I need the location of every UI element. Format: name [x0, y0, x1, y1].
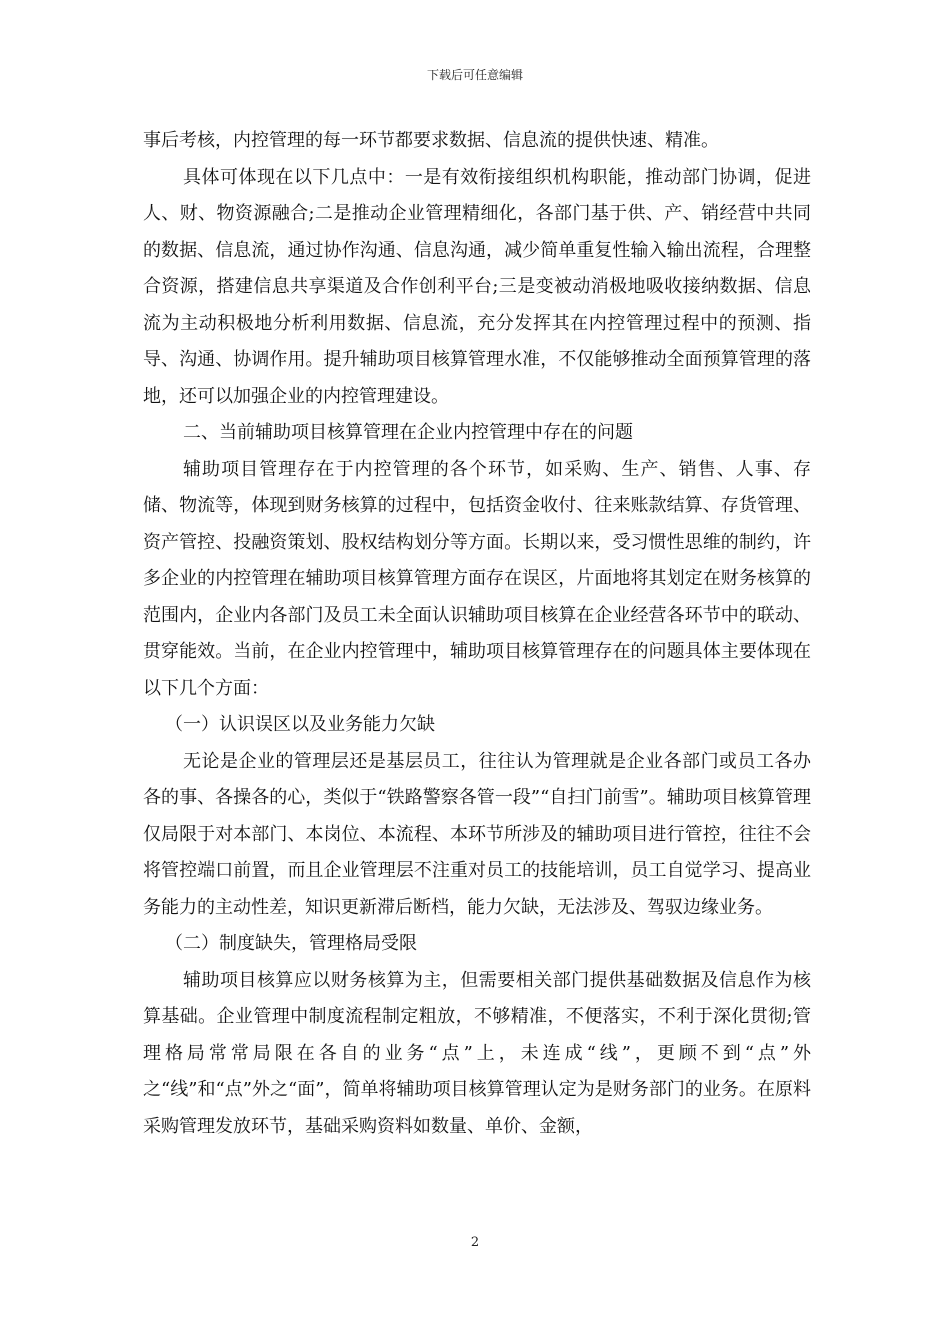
page-number: 2 [470, 1235, 480, 1250]
body-text [143, 123, 811, 1145]
section-heading: 二、当前辅助项目核算管理在企业内控管理中存在的问题 [183, 422, 633, 443]
paragraph: 事后考核，内控管理的每一环节都要求数据、信息流的提供快速、精准。 [143, 130, 719, 151]
paragraph: 辅助项目核算应以财务核算为主，但需要相关部门提供基础数据及信息作为核算基础。企业管理中制度流程制定粗放，不够精准，不便落实，不利于深化贯彻;管理格局常常局限在各自的业务“点”上，未连成“线”，更顾不到“点”外之“线”和“点”外之“面”，简单将辅助项目核算管理认定为是财务部门的业务。在原料采购管理发放环节，基础采购资料如数量、单价、金额， [143, 969, 811, 1137]
paragraph: 具体可体现在以下几点中：一是有效衔接组织机构职能，推动部门协调，促进人、财、物资源融合;二是推动企业管理精细化，各部门基于供、产、销经营中共同的数据、信息流，通过协作沟通、信息沟通，减少简单重复性输入输出流程，合理整合资源，搭建信息共享渠道及合作创利平台;三是变被动消极地吸收接纳数据、信息流为主动积极地分析利用数据、信息流，充分发挥其在内控管理过程中的预测、指导、沟通、协调作用。提升辅助项目核算管理水准，不仅能够推动全面预算管理的落地，还可以加强企业的内控管理建设。 [143, 166, 811, 407]
paragraph: 辅助项目管理存在于内控管理的各个环节，如采购、生产、销售、人事、存储、物流等，体现到财务核算的过程中，包括资金收付、往来账款结算、存货管理、资产管控、投融资策划、股权结构划分等方面。长期以来，受习惯性思维的制约，许多企业的内控管理在辅助项目核算管理方面存在误区，片面地将其划定在财务核算的范围内，企业内各部门及员工未全面认识辅助项目核算在企业经营各环节中的联动、贯穿能效。当前，在企业内控管理中，辅助项目核算管理存在的问题具体主要体现在以下几个方面： [143, 458, 811, 699]
paragraph: 无论是企业的管理层还是基层员工，往往认为管理就是企业各部门或员工各办各的事、各操各的心，类似于“铁路警察各管一段”“自扫门前雪”。辅助项目核算管理仅局限于对本部门、本岗位、本流程、本环节所涉及的辅助项目进行管控，往往不会将管控端口前置，而且企业管理层不注重对员工的技能培训，员工自觉学习、提高业务能力的主动性差，知识更新滞后断档，能力欠缺，无法涉及、驾驭边缘业务。 [143, 750, 811, 918]
page-header: 下载后可任意编辑 [426, 68, 523, 82]
subsection-heading: （一）认识误区以及业务能力欠缺 [165, 714, 435, 735]
subsection-heading: （二）制度缺失，管理格局受限 [165, 933, 417, 954]
